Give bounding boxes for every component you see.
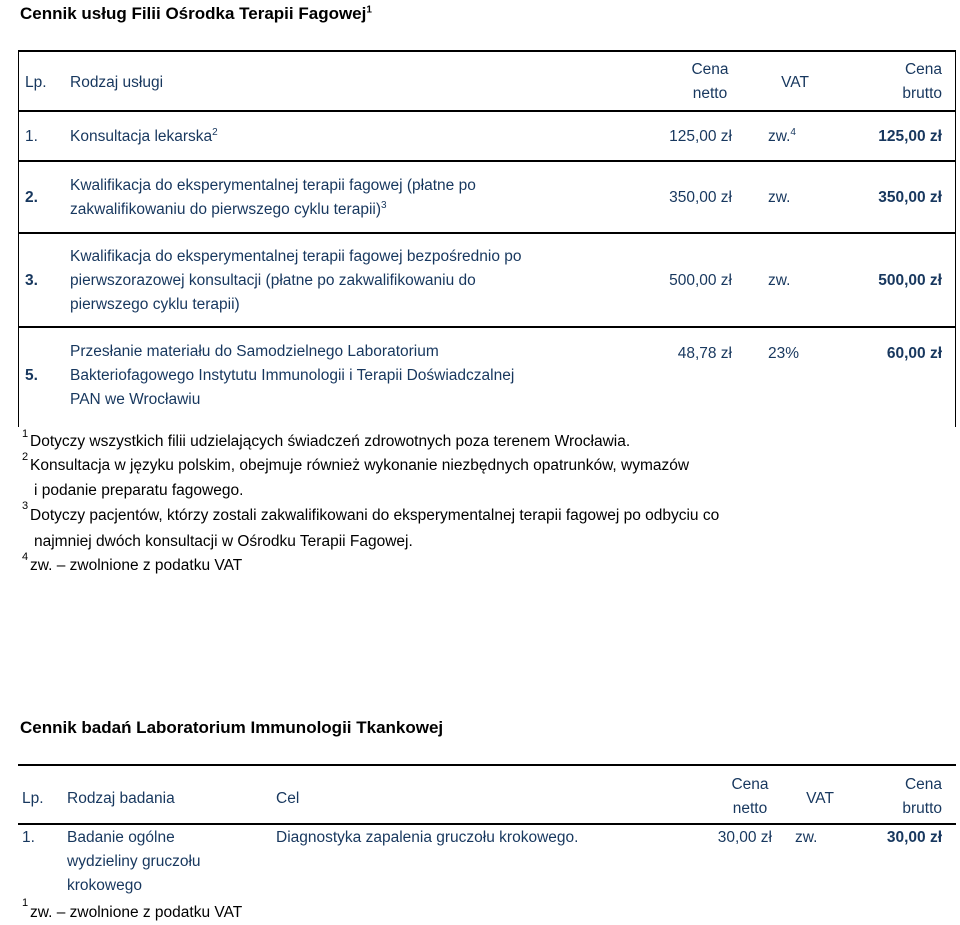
page-title [20,4,372,24]
row-service-line: pierwszego cyklu terapii) [70,296,240,313]
row-service-line: Bakteriofagowego Instytutu Immunologii i Terapii Doświadczalnej [70,367,515,384]
footnote-text: zw. – zwolnione z podatku VAT [30,904,243,921]
footnote-number: 2 [22,451,29,463]
row-gross: 125,00 zł [878,128,942,145]
header-rule [18,823,956,825]
row-net: 350,00 zł [669,189,732,206]
row-test-line: wydzieliny gruczołu [67,853,201,870]
header-net-1: Cena [731,776,769,793]
section-title: Cennik badań Laboratorium Immunologii Tkankowej [20,718,444,737]
row-lp: 1. [25,128,38,145]
row-test-line: Badanie ogólne [67,829,175,846]
header-vat: VAT [806,790,834,807]
row-lp: 5. [25,367,38,384]
header-net-1: Cena [691,61,729,78]
header-gross-2: brutto [902,800,942,817]
header-gross-1: Cena [904,776,942,793]
row-service [70,198,387,222]
footnote-marker: 4 [790,126,796,138]
row-gross: 500,00 zł [878,272,942,289]
row-vat: zw. [795,829,818,846]
table-top-rule [18,764,956,766]
header-gross-2: brutto [902,85,942,102]
header-net-2: netto [692,85,728,102]
footnote-text: i podanie preparatu fagowego. [34,482,244,499]
header-test: Rodzaj badania [67,790,175,807]
footnote-marker: 3 [381,199,387,211]
footnote-number: 1 [22,897,29,909]
row-service-line: zakwalifikowaniu do pierwszego cyklu terapii) [70,201,381,218]
row-net: 48,78 zł [677,345,732,362]
table-top-rule [18,50,956,52]
header-service: Rodzaj usługi [70,74,164,91]
title-footnote-marker: 1 [366,4,372,16]
row-rule [18,160,956,162]
footnote-text: Konsultacja w języku polskim, obejmuje również wykonanie niezbędnych opatrunków, wymazów [30,457,690,474]
table-left-border [18,50,19,427]
table-right-border [955,50,956,427]
footnote-number: 1 [22,428,29,440]
row-rule [18,232,956,234]
header-goal: Cel [276,790,300,807]
row-lp: 3. [25,272,38,289]
row-vat: 23% [768,345,800,362]
header-gross-1: Cena [904,61,942,78]
footnote-text: Dotyczy wszystkich filii udzielających świadczeń zdrowotnych poza terenem Wrocławia. [30,433,631,450]
footnote-text: Dotyczy pacjentów, którzy zostali zakwalifikowani do eksperymentalnej terapii fagowej po odbyciu co [30,507,720,524]
row-lp: 2. [25,189,38,206]
row-service-line: pierwszorazowej konsultacji (płatne po zakwalifikowaniu do [70,272,476,289]
row-service-line: PAN we Wrocławiu [70,391,201,408]
row-goal: Diagnostyka zapalenia gruczołu krokowego. [276,829,579,846]
row-test-line: krokowego [67,877,142,894]
row-vat-text: zw. [768,128,791,145]
row-gross: 350,00 zł [878,189,942,206]
row-net: 500,00 zł [669,272,732,289]
row-vat [768,125,796,149]
row-vat: zw. [768,189,791,206]
row-service-line: Przesłanie materiału do Samodzielnego Laboratorium [70,343,439,360]
footnote-text: zw. – zwolnione z podatku VAT [30,557,243,574]
header-rule [18,110,956,112]
header-net-2: netto [732,800,768,817]
footnote-text: najmniej dwóch konsultacji w Ośrodku Terapii Fagowej. [34,533,413,550]
row-gross: 30,00 zł [886,829,942,846]
footnote-number: 3 [22,500,29,512]
row-net: 30,00 zł [717,829,772,846]
row-service-line: Kwalifikacja do eksperymentalnej terapii fagowej (płatne po [70,177,476,194]
footnote-number: 4 [22,551,29,563]
header-lp: Lp. [25,74,47,91]
header-vat: VAT [781,74,809,91]
header-lp: Lp. [22,790,44,807]
row-service-line: Kwalifikacja do eksperymentalnej terapii fagowej bezpośrednio po [70,248,522,265]
row-rule [18,326,956,328]
row-gross: 60,00 zł [886,345,942,362]
row-service [70,125,218,149]
row-net: 125,00 zł [669,128,732,145]
row-service-line: Konsultacja lekarska [70,128,213,145]
row-lp: 1. [22,829,35,846]
page-title-text: Cennik usług Filii Ośrodka Terapii Fagowej [20,4,367,23]
footnote-marker: 2 [212,126,218,138]
row-vat: zw. [768,272,791,289]
